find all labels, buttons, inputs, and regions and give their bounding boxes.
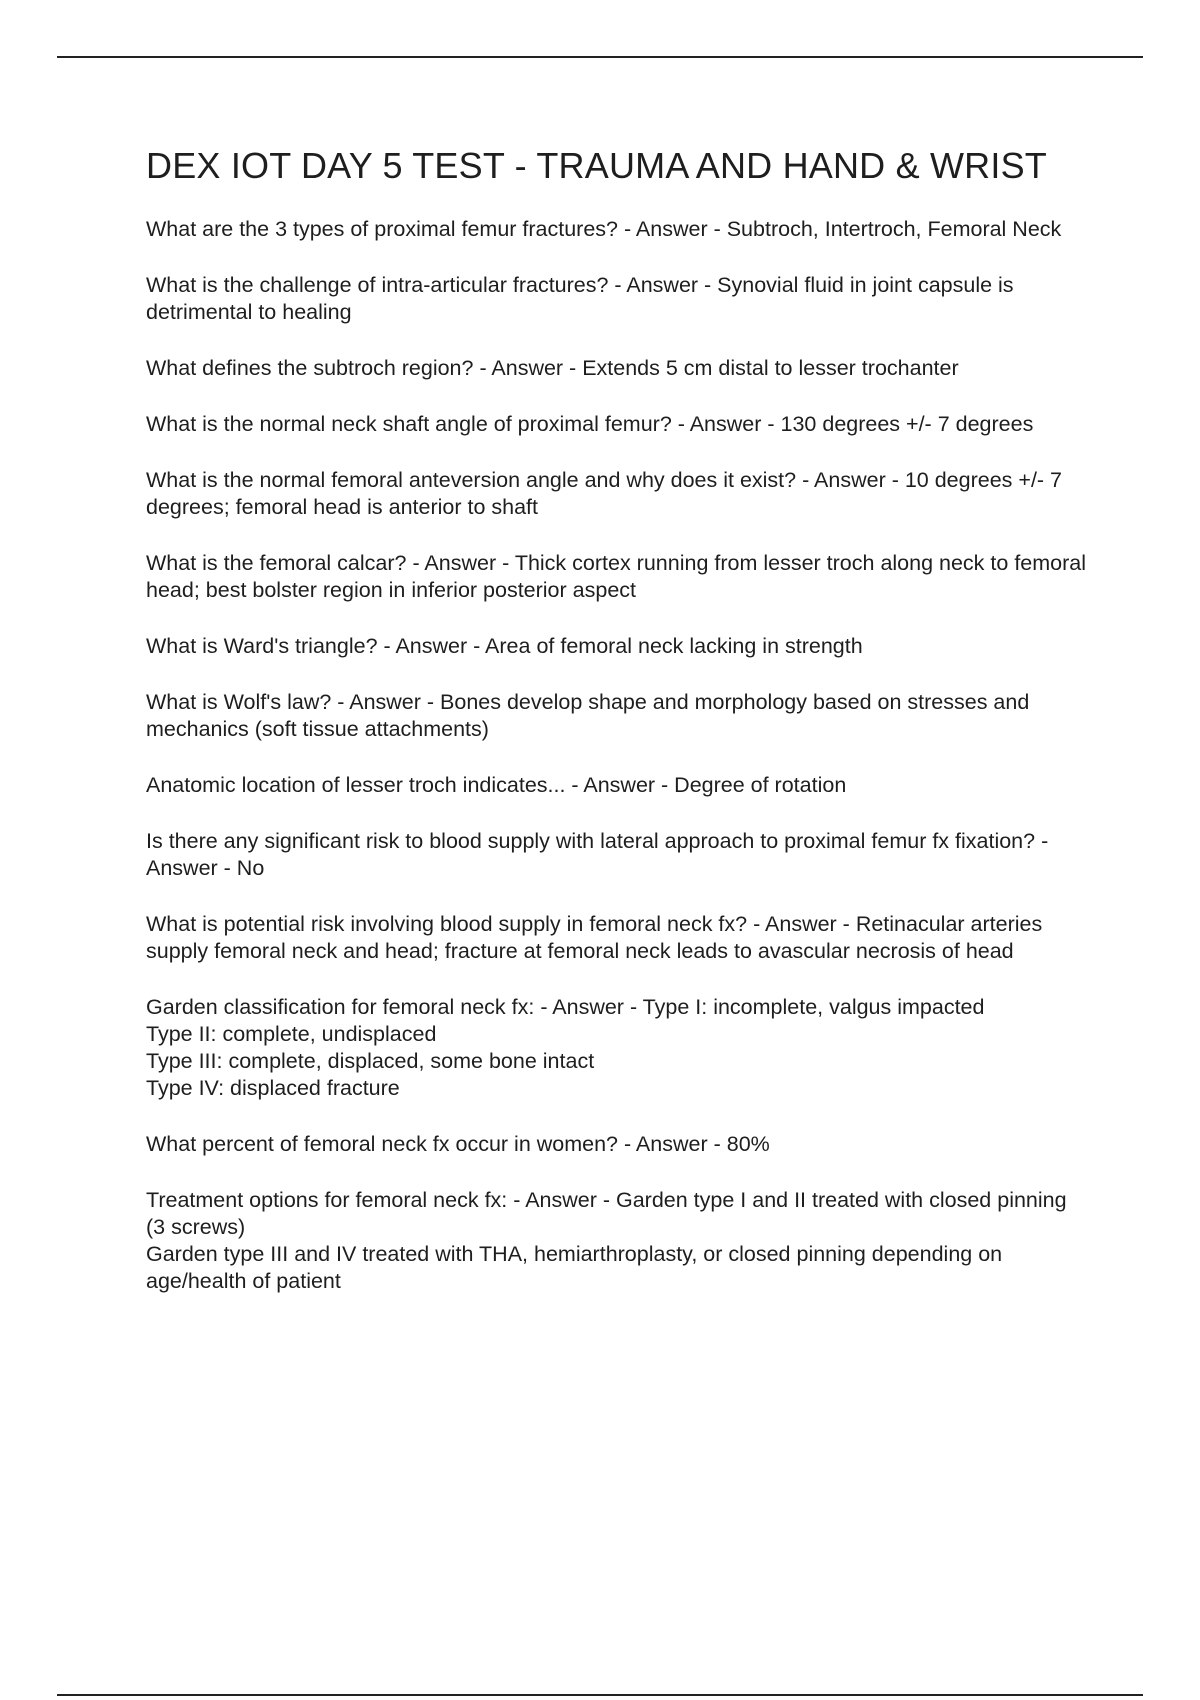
qa-item — [146, 1187, 1086, 1295]
qa-text: What is Wolf's law? - Answer - Bones develop shape and morphology based on stresses and mechanics (soft tissue attachments) — [146, 690, 1030, 741]
qa-item — [146, 272, 1086, 326]
qa-item — [146, 467, 1086, 521]
qa-text: What is potential risk involving blood supply in femoral neck fx? - Answer - Retinacular arteries supply femoral neck and head; fracture at femoral neck leads to avascular necrosis of head — [146, 912, 1043, 963]
qa-item — [146, 550, 1086, 604]
qa-text: Type IV: displaced fracture — [146, 1076, 400, 1100]
qa-item — [146, 216, 1086, 243]
qa-text: What is the normal neck shaft angle of proximal femur? - Answer - 130 degrees +/- 7 degrees — [146, 412, 1034, 436]
bottom-divider — [57, 1694, 1143, 1696]
qa-text: Garden type III and IV treated with THA, hemiarthroplasty, or closed pinning depending on age/health of patient — [146, 1242, 1003, 1293]
qa-item — [146, 994, 1086, 1102]
qa-item — [146, 1131, 1086, 1158]
qa-text: Is there any significant risk to blood supply with lateral approach to proximal femur fx fixation? - Answer - No — [146, 829, 1049, 880]
qa-text: Treatment options for femoral neck fx: - Answer - Garden type I and II treated with closed pinning (3 screws) — [146, 1188, 1067, 1239]
document-body — [146, 140, 1086, 1324]
qa-text: Type III: complete, displaced, some bone intact — [146, 1049, 595, 1073]
qa-text: What are the 3 types of proximal femur fractures? - Answer - Subtroch, Intertroch, Femoral Neck — [146, 217, 1062, 241]
qa-text: What defines the subtroch region? - Answer - Extends 5 cm distal to lesser trochanter — [146, 356, 959, 380]
qa-item — [146, 633, 1086, 660]
qa-text: What is Ward's triangle? - Answer - Area of femoral neck lacking in strength — [146, 634, 863, 658]
qa-text: What percent of femoral neck fx occur in women? - Answer - 80% — [146, 1132, 770, 1156]
qa-item — [146, 911, 1086, 965]
qa-item — [146, 411, 1086, 438]
qa-text: What is the normal femoral anteversion angle and why does it exist? - Answer - 10 degrees +/- 7 degrees; femoral head is anterior to shaft — [146, 468, 1063, 519]
qa-text: Anatomic location of lesser troch indicates... - Answer - Degree of rotation — [146, 773, 847, 797]
qa-item — [146, 772, 1086, 799]
qa-item — [146, 689, 1086, 743]
qa-text: What is the challenge of intra-articular fractures? - Answer - Synovial fluid in joint capsule is detrimental to healing — [146, 273, 1014, 324]
qa-item — [146, 355, 1086, 382]
qa-text: Type II: complete, undisplaced — [146, 1022, 437, 1046]
qa-text: Garden classification for femoral neck fx: - Answer - Type I: incomplete, valgus impacted — [146, 995, 985, 1019]
page-title: DEX IOT DAY 5 TEST - TRAUMA AND HAND & WRIST — [146, 145, 1047, 186]
qa-text: What is the femoral calcar? - Answer - Thick cortex running from lesser troch along neck to femoral head; best bolster region in inferior posterior aspect — [146, 551, 1087, 602]
qa-item — [146, 828, 1086, 882]
top-divider — [57, 56, 1143, 58]
